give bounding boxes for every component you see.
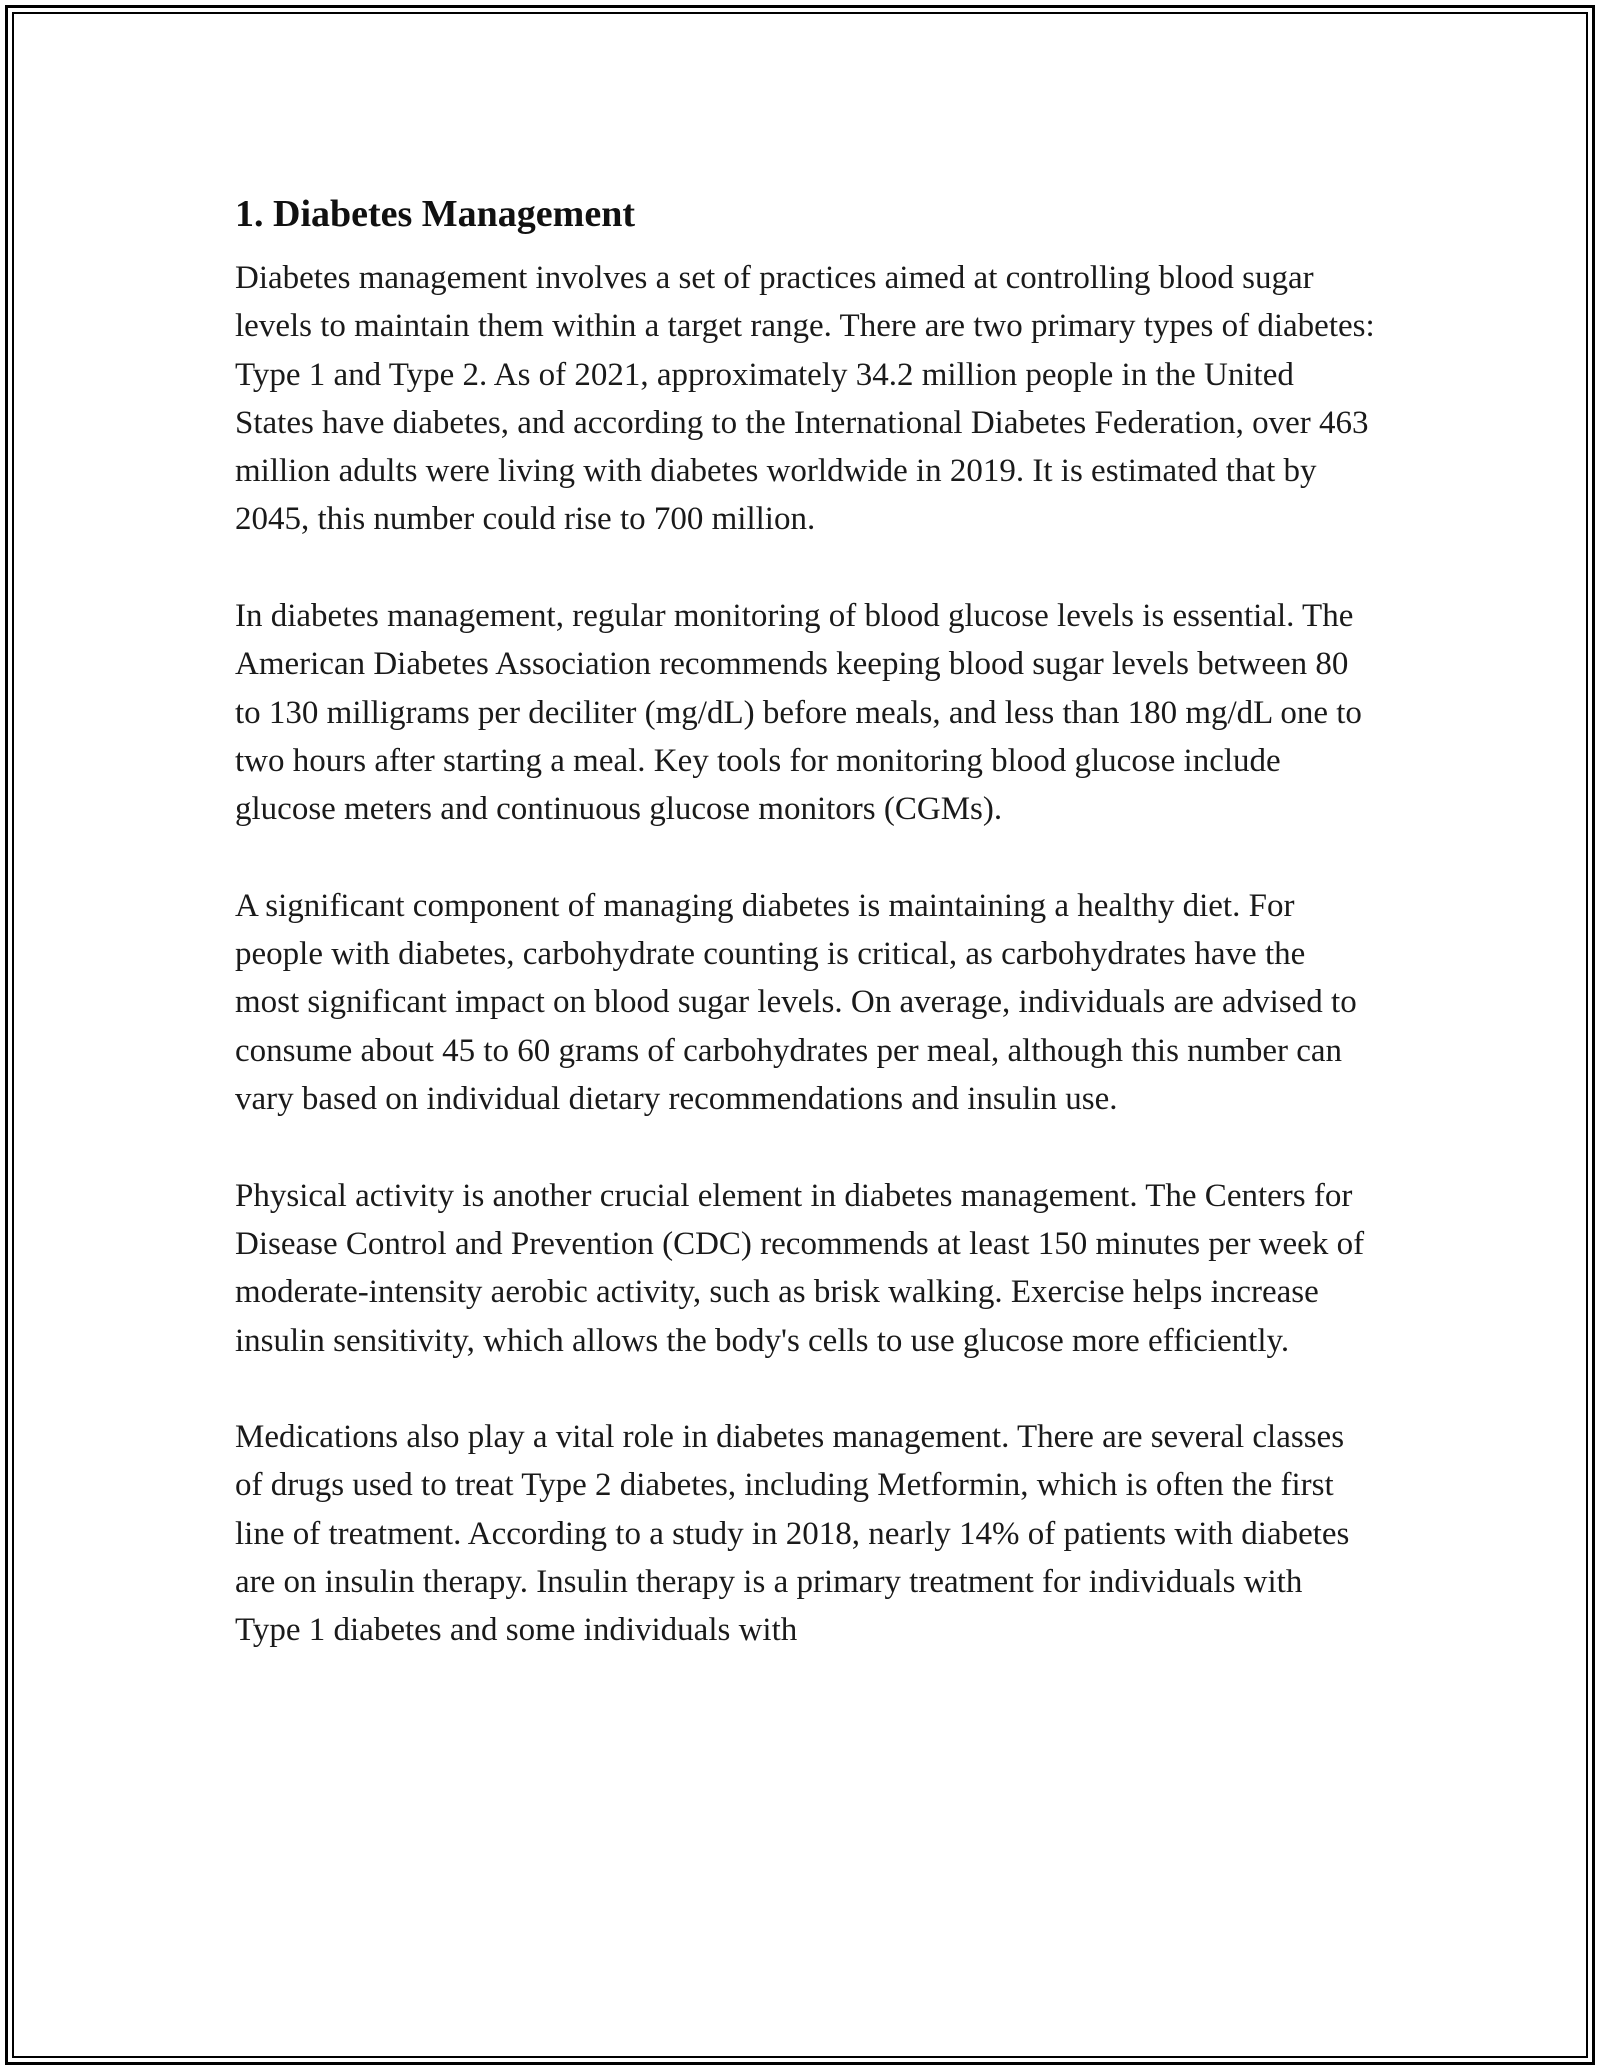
paragraph-monitoring: In diabetes management, regular monitoring of blood glucose levels is essential. The American Diabetes Association recommends keeping blood sugar levels between 80 to 130 milligrams per deciliter (mg/dL) before meals, and less than 180 mg/dL one to two hours after starting a meal. Key tools for monitoring blood glucose include glucose meters and continuous glucose monitors (CGMs). [235, 598, 1362, 828]
paragraph-overview: Diabetes management involves a set of practices aimed at controlling blood sugar levels to maintain them within a target range. There are two primary types of diabetes: Type 1 and Type 2. As of 2021, approximately 34.2 million people in the United States have diabetes, and according to the International Diabetes Federation, over 463 million adults were living with diabetes worldwide in 2019. It is estimated that by 2045, this number could rise to 700 million. [235, 260, 1375, 538]
section-heading: 1. Diabetes Management [235, 193, 635, 235]
paragraph-diet: A significant component of managing diabetes is maintaining a healthy diet. For people with diabetes, carbohydrate counting is critical, as carbohydrates have the most significant impact on blood sugar levels. On average, individuals are advised to consume about 45 to 60 grams of carbohydrates per meal, although this number can vary based on individual dietary recommendations and insulin use. [235, 887, 1357, 1118]
paragraph-medications: Medications also play a vital role in diabetes management. There are several classes of drugs used to treat Type 2 diabetes, including Metformin, which is often the first line of treatment. According to a study in 2018, nearly 14% of patients with diabetes are on insulin therapy. Insulin therapy is a primary treatment for individuals with Type 1 diabetes and some individuals with [235, 1419, 1350, 1649]
document-body [235, 186, 1375, 1655]
paragraph-physical-activity: Physical activity is another crucial element in diabetes management. The Centers for Disease Control and Prevention (CDC) recommends at least 150 minutes per week of moderate-intensity aerobic activity, such as brisk walking. Exercise helps increase insulin sensitivity, which allows the body's cells to use glucose more efficiently. [235, 1177, 1365, 1359]
